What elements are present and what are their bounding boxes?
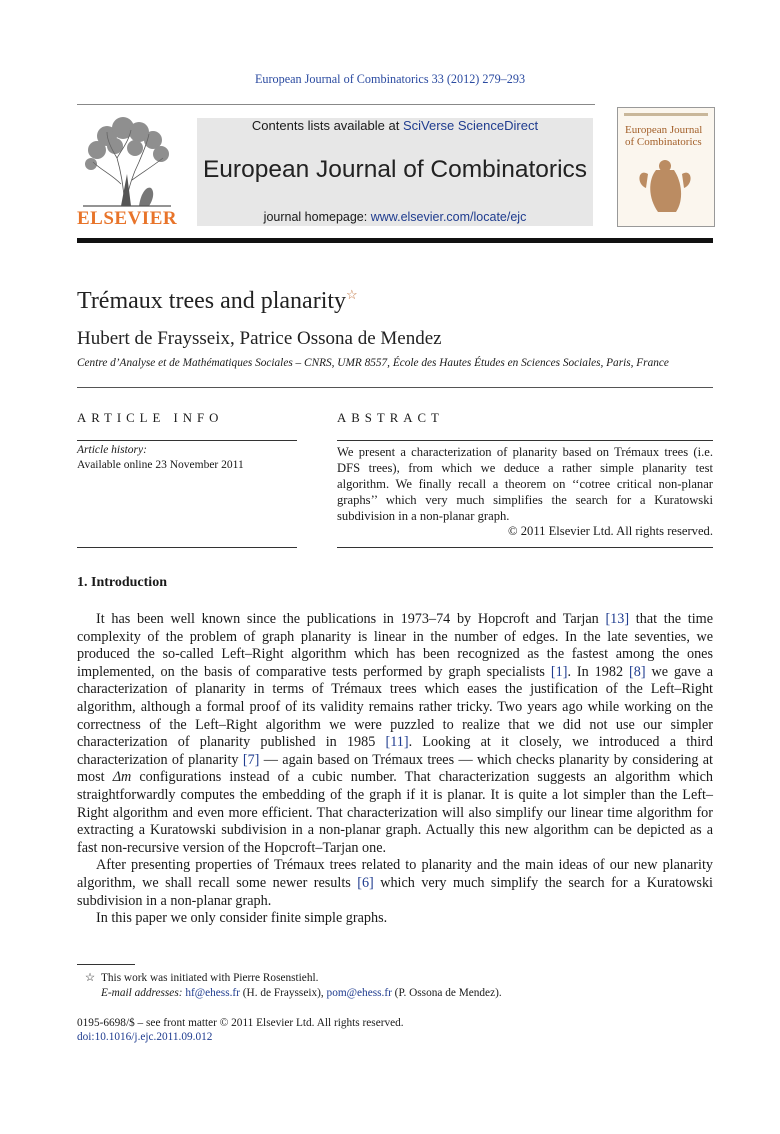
- homepage-line: [197, 210, 593, 224]
- journal-name: European Journal of Combinatorics: [202, 156, 588, 183]
- text-run: . In 1982: [567, 663, 629, 680]
- text-run: configurations instead of a cubic number. That characterization suggests an algorithm which straightforwardly computes the embedding of the graph if it is planar. It is quite a lot simpler than the Left–Right algorithm and even more efficient. That characterization will also simplify our linear time algorithm for extracting a Kuratowski subdivision in a non-planar graph. Actually this new algorithm can be depicted as a fast non-recursive version of the Hopcroft–Tarjan one.: [77, 769, 713, 856]
- intro-paragraph-1: [77, 611, 713, 857]
- footnote-emails: [77, 987, 502, 999]
- intro-paragraph-3: In this paper we only consider finite simple graphs.: [96, 910, 388, 927]
- text-run: we gave a characterization of planarity in terms of Trémaux trees which eases the justification of the Left–Right algorithm, although a formal proof of its validity remains rather tricky. Two years ago while working on the correctness of the Left–Right algorithm we were puzzled to realize that we did not use our simpler characterization of planarity published in 1985: [77, 663, 713, 751]
- contents-prefix: Contents lists available at: [251, 118, 403, 133]
- citation-link-8[interactable]: [8]: [629, 663, 646, 680]
- text-run: After presenting properties of Trémaux trees related to planarity and the main ideas of our new planarity algorithm, we shall recall some newer results: [77, 857, 713, 891]
- article-title-text: Trémaux trees and planarity: [77, 288, 347, 314]
- affiliation-rule: [77, 387, 713, 388]
- text-run: It has been well known since the publications in 1973–74 by Hopcroft and Tarjan: [96, 611, 606, 627]
- title-footnote-star[interactable]: ☆: [346, 287, 358, 302]
- text-run: which very much simplify the search for a Kuratowski subdivision in a non-planar graph.: [77, 874, 713, 909]
- author-affiliation: Centre d’Analyse et de Mathématiques Sociales – CNRS, UMR 8557, École des Hautes Études en Sciences Sociales, Paris, France: [77, 357, 669, 369]
- article-history-value: Available online 23 November 2011: [77, 459, 244, 471]
- doi-link[interactable]: doi:10.1016/j.ejc.2011.09.012: [77, 1031, 213, 1043]
- text-run: that the time complexity of the problem of graph planarity is linear in the number of edges. In the late seventies, we produced the so-called Left–Right algorithm which has been recognized as the fastest among the ones implemented, on the basis of comparative tests performed by graph specialists: [77, 611, 714, 680]
- article-info-heading: ARTICLE INFO: [77, 411, 224, 425]
- journal-reference-link[interactable]: European Journal of Combinatorics 33 (2012) 279–293: [254, 72, 526, 86]
- abstract-rule-top: [337, 440, 713, 441]
- citation-link-6[interactable]: [6]: [357, 874, 374, 891]
- footnote-rule: [77, 964, 135, 965]
- abstract-text: We present a characterization of planarity based on Trémaux trees (i.e. DFS trees), from which we deduce a rather simple planarity test algorithm. We finally recall a theorem on ‘‘cotree critical non-planar graphs’’ which very much simplifies the search for a Kuratowski subdivision in a non-planar graph.: [337, 445, 713, 523]
- text-run: . Looking at it closely, we introduced a third characterization of planarity: [77, 734, 713, 768]
- email-owner: (H. de Fraysseix),: [239, 987, 327, 999]
- front-matter-notice: 0195-6698/$ – see front matter © 2011 Elsevier Ltd. All rights reserved.: [77, 1017, 404, 1029]
- article-history-label: Article history:: [77, 444, 147, 456]
- article-title: [77, 287, 358, 315]
- elsevier-wordmark: ELSEVIER: [77, 208, 178, 229]
- citation-link-13[interactable]: [13]: [605, 611, 630, 627]
- email-link-ossona[interactable]: pom@ehess.fr: [326, 987, 392, 999]
- header-rule: [77, 104, 595, 105]
- article-info-rule-top: [77, 440, 297, 441]
- sciencedirect-link[interactable]: SciVerse ScienceDirect: [402, 118, 539, 133]
- email-link-fraysseix[interactable]: hf@ehess.fr: [185, 987, 240, 999]
- cover-title: European Journal of Combinatorics: [625, 124, 703, 148]
- email-label: E-mail addresses:: [101, 987, 183, 999]
- text-run: — again based on Trémaux trees — which checks planarity by considering at most: [77, 751, 714, 786]
- email-owner: (P. Ossona de Mendez).: [391, 987, 502, 999]
- citation-link-7[interactable]: [7]: [242, 751, 260, 768]
- citation-link-11[interactable]: [11]: [385, 734, 409, 751]
- footnote-star-mark: ☆: [84, 972, 95, 984]
- homepage-prefix: journal homepage:: [263, 210, 371, 224]
- article-authors: Hubert de Fraysseix, Patrice Ossona de Mendez: [77, 328, 442, 349]
- intro-paragraph-2: [77, 857, 713, 910]
- abstract-rule-bottom: [337, 547, 713, 548]
- footnote-text: This work was initiated with Pierre Rosenstiehl.: [101, 972, 319, 984]
- footnote-acknowledgement: [77, 971, 318, 984]
- abstract-heading: ABSTRACT: [337, 411, 444, 425]
- homepage-link[interactable]: www.elsevier.com/locate/ejc: [370, 210, 527, 224]
- article-info-rule-bottom: [77, 547, 297, 548]
- introduction-body: [77, 611, 713, 928]
- introduction-heading: 1. Introduction: [77, 575, 167, 590]
- math-delta-m: Δm: [112, 769, 132, 786]
- header-thick-rule: [77, 238, 713, 243]
- citation-link-1[interactable]: [1]: [550, 663, 568, 680]
- contents-line: [197, 118, 593, 133]
- abstract-copyright: © 2011 Elsevier Ltd. All rights reserved.: [508, 524, 713, 538]
